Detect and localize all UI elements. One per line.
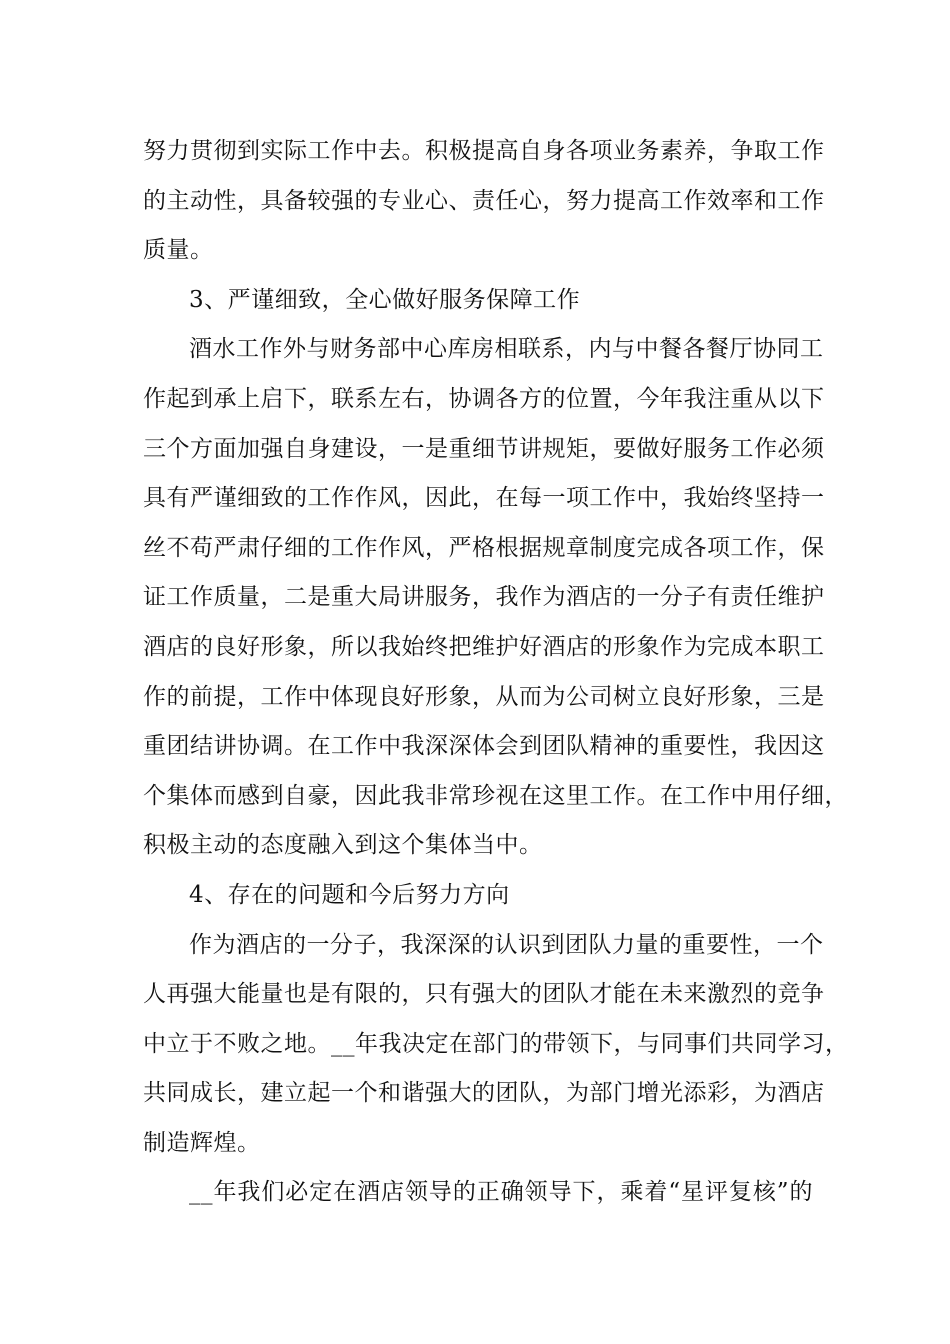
text-line: 丝不苟严肃仔细的工作作风，严格根据规章制度完成各项工作，保	[143, 534, 825, 561]
text-line: 积极主动的态度融入到这个集体当中。	[143, 832, 543, 859]
paragraph-2	[143, 325, 848, 871]
text-line: 的主动性，具备较强的专业心、责任心，努力提高工作效率和工作	[143, 187, 825, 214]
text-line: 证工作质量，二是重大局讲服务，我作为酒店的一分子有责任维护	[143, 584, 825, 611]
paragraph-4	[143, 1168, 813, 1218]
text-line: 酒店的良好形象，所以我始终把维护好酒店的形象作为完成本职工	[143, 633, 825, 660]
paragraph-3	[143, 921, 849, 1169]
section-heading-3	[143, 276, 813, 326]
text-line: __年我们必定在酒店领导的正确领导下，乘着“星评复核”的	[189, 1179, 813, 1206]
text-line: 具有严谨细致的工作作风，因此，在每一项工作中，我始终坚持一	[143, 485, 825, 512]
text-line: 个集体而感到自豪，因此我非常珍视在这里工作。在工作中用仔细，	[143, 782, 848, 809]
heading-text: 3、严谨细致，全心做好服务保障工作	[189, 286, 581, 313]
document-body	[143, 127, 849, 1218]
text-line: 努力贯彻到实际工作中去。积极提高自身各项业务素养，争取工作	[143, 138, 825, 164]
text-line: 重团结讲协调。在工作中我深深体会到团队精神的重要性，我因这	[143, 733, 825, 760]
text-line: 作的前提，工作中体现良好形象，从而为公司树立良好形象，三是	[143, 683, 825, 710]
text-line: 三个方面加强自身建设，一是重细节讲规矩，要做好服务工作必须	[143, 435, 825, 462]
paragraph-1	[143, 127, 825, 276]
text-line: 中立于不败之地。__年我决定在部门的带领下，与同事们共同学习，	[143, 1030, 849, 1057]
heading-text: 4、存在的问题和今后努力方向	[189, 881, 510, 908]
text-line: 制造辉煌。	[143, 1129, 261, 1156]
text-line: 作为酒店的一分子，我深深的认识到团队力量的重要性，一个	[189, 931, 824, 958]
text-line: 质量。	[143, 237, 214, 264]
text-line: 作起到承上启下，联系左右，协调各方的位置，今年我注重从以下	[143, 385, 825, 412]
section-heading-4	[143, 871, 813, 921]
text-line: 共同成长，建立起一个和谐强大的团队，为部门增光添彩，为酒店	[143, 1080, 825, 1107]
text-line: 酒水工作外与财务部中心库房相联系，内与中餐各餐厅协同工	[189, 336, 824, 363]
text-line: 人再强大能量也是有限的，只有强大的团队才能在未来激烈的竞争	[143, 981, 825, 1008]
